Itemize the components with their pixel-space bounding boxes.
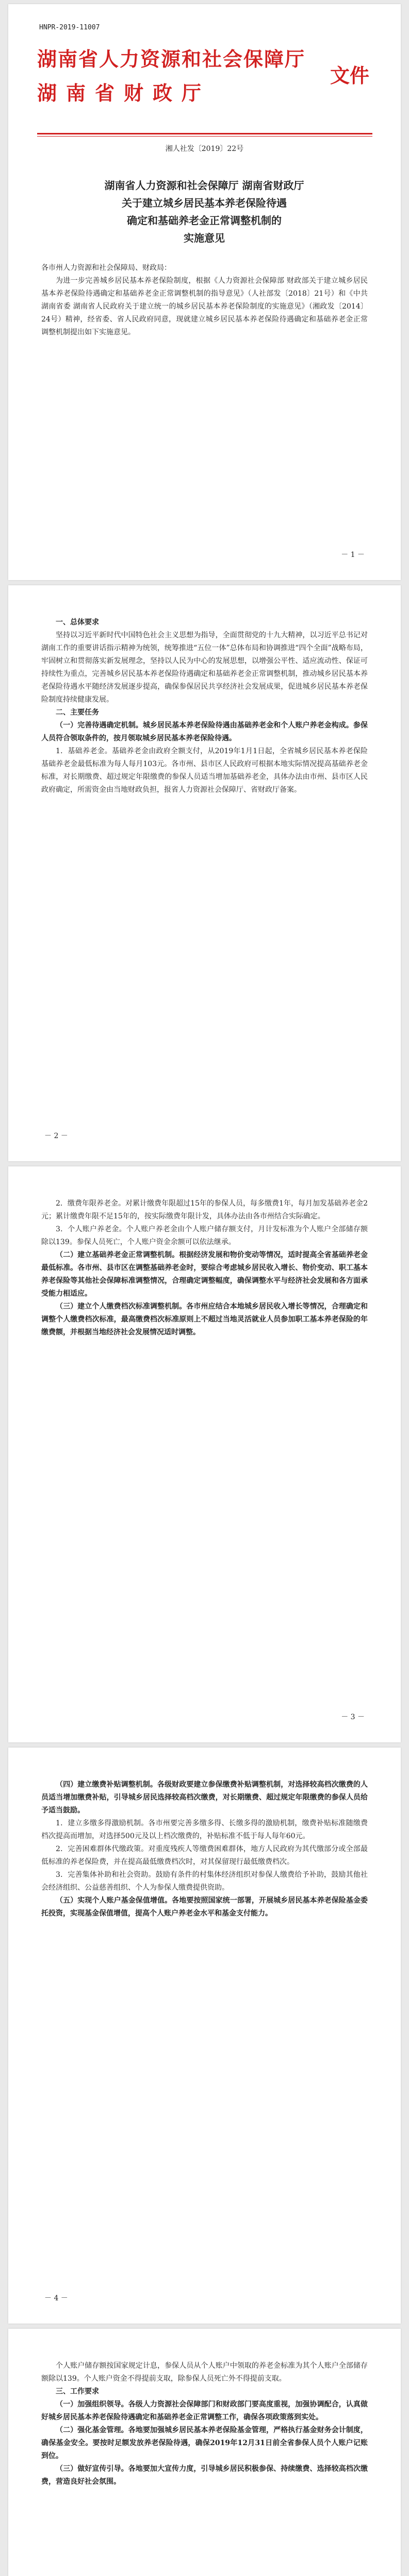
doc-title: [50, 177, 359, 247]
page-4: [8, 1748, 401, 2324]
paragraph: 1．建立多缴多得激励机制。各市州要完善多缴多得、长缴多得的激励机制，缴费补贴标准随缴费档次提高而增加，对选择500元及以上档次缴费的，补贴标准不低于每人每年60元。: [41, 1819, 368, 1840]
paragraph: 3．个人账户养老金。个人账户养老金由个人账户储存额支付，月计发标准为个人账户全部储存额除以139。参保人员死亡，个人账户资金余额可以依法继承。: [41, 1225, 368, 1246]
page-1: [8, 4, 401, 580]
title-line: 关于建立城乡居民基本养老保险待遇: [122, 197, 287, 209]
doc-number: 湘人社发〔2019〕22号: [165, 145, 244, 153]
paragraph: 为进一步完善城乡居民基本养老保险制度，根据《人力资源社会保障部 财政部关于建立城乡居民基本养老保险待遇确定和基础养老金正常调整机制的指导意见》（人社部发〔2018〕21号）和《中共湖南省委 湖南省人民政府关于建立统一的城乡居民基本养老保险制度的实施意见》（湘政发〔2014〕24号）精神，经省委、省人民政府同意，现就建立城乡居民基本养老保险待遇确定和基础养老金正常调整机制提出如下实施意见。: [41, 277, 368, 336]
subsection-heading: （三）做好宣传引导。各地要加大宣传力度，引导城乡居民积极参保、持续缴费、选择较高档次缴费，营造良好社会氛围。: [41, 2465, 368, 2486]
body-text: [41, 1197, 368, 1339]
subsection-heading: （二）建立基础养老金正常调整机制。根据经济发展和物价变动等情况，适时提高全省基础养老金最低标准。各市州、县市区在调整基础养老金时，要综合考虑城乡居民收入增长、物价变动、职工基本养老保险等其他社会保障标准调整情况，合理确定调整幅度，确保调整水平与经济社会发展和各方面承受能力相适应。: [41, 1251, 368, 1298]
page-number: － 1 －: [341, 551, 365, 559]
subsection-heading: （四）建立缴费补贴调整机制。各级财政要建立参保缴费补贴调整机制，对选择较高档次缴费的人员适当增加缴费补贴，引导城乡居民选择较高档次缴费，对长期缴费、超过规定年限缴费的参保人员给予适当鼓励。: [41, 1781, 368, 1815]
paragraph: 个人账户储存额按国家规定计息，参保人员从个人账户中领取的养老金标准为其个人账户全部储存额除以139。个人账户资金不得提前支取，除参保人员死亡外不得提前支取。: [41, 2362, 368, 2383]
page-3: [8, 1166, 401, 1742]
title-line: 实施意见: [184, 232, 225, 244]
subsection-heading: （一）完善待遇确定机制。城乡居民基本养老保险待遇由基础养老金和个人账户养老金构成。参保人员符合领取条件的，按月领取城乡居民基本养老保险待遇。: [41, 721, 368, 742]
paragraph: 坚持以习近平新时代中国特色社会主义思想为指导，全面贯彻党的十九大精神，以习近平总书记对湖南工作的重要讲话指示精神为统领，统筹推进“五位一体”总体布局和协调推进“四个全面”战略布局，牢固树立和贯彻落实新发展理念，坚持以人民为中心的发展思想，以增强公平性、适应流动性、保证可持续性为重点，完善城乡居民基本养老保险待遇确定和基础养老金正常调整机制，推动城乡居民基本养老保险待遇水平随经济发展逐步提高，确保参保居民共享经济社会发展成果，促进城乡居民基本养老保险制度持续健康发展。: [41, 631, 368, 704]
header-wen: 文件: [330, 64, 369, 87]
page-5: [8, 2329, 401, 2576]
body-text: [41, 1778, 368, 1920]
paragraph: 3．完善集体补助和社会资助。鼓励有条件的村集体经济组织对参保人缴费给予补助，鼓励其他社会经济组织、公益慈善组织、个人为参保人缴费提供资助。: [41, 1871, 368, 1892]
page-number: － 4 －: [44, 2294, 68, 2302]
section-heading: 一、总体要求: [56, 618, 99, 626]
header-org-1: 湖南省人力资源和社会保障厅: [37, 47, 306, 71]
red-divider: [37, 133, 372, 134]
paragraph: 2．完善困难群体代缴政策。对重度残疾人等缴费困难群体，地方人民政府为其代缴部分或全部最低标准的养老保险费，并在提高最低缴费档次时，对其保留现行最低缴费档次。: [41, 1845, 368, 1866]
body-text: [41, 262, 368, 339]
salutation: 各市州人力资源和社会保障局、财政局：: [41, 264, 171, 272]
section-heading: 三、工作要求: [56, 2387, 99, 2396]
paragraph: 2．缴费年限养老金。对累计缴费年限超过15年的参保人员，每多缴费1年，每月加发基础养老金2元；累计缴费年限不足15年的，按实际缴费年限计发，具体办法由各市州结合实际确定。: [41, 1199, 368, 1221]
subsection-heading: （二）强化基金管理。各地要加强城乡居民基本养老保险基金管理，严格执行基金财务会计制度，确保基金安全。要按时足额发放养老保险待遇，确保2019年12月31日前全省参保人员个人账户记账到位。: [41, 2426, 368, 2460]
subsection-heading: （五）实现个人账户基金保值增值。各地要按照国家统一部署，开展城乡居民基本养老保险基金委托投资，实现基金保值增值，提高个人账户养老金水平和基金支付能力。: [41, 1896, 368, 1918]
page-2: [8, 585, 401, 1161]
subsection-heading: （一）加强组织领导。各级人力资源社会保障部门和财政部门要高度重视，加强协调配合，认真做好城乡居民基本养老保险待遇确定和基础养老金正常调整工作，确保各项政策落到实处。: [41, 2400, 368, 2421]
subsection-heading: （三）建立个人缴费档次标准调整机制。各市州应结合本地城乡居民收入增长等情况，合理确定和调整个人缴费档次标准，最高缴费档次标准原则上不超过当地灵活就业人员参加职工基本养老保险的年缴费额，并根据当地经济社会发展情况适时调整。: [41, 1302, 368, 1336]
page-number: － 2 －: [44, 1132, 68, 1140]
paragraph: 1．基础养老金。基础养老金由政府全额支付，从2019年1月1日起，全省城乡居民基本养老保险基础养老金最低标准为每人每月103元。各市州、县市区人民政府可根据本地实际情况提高基础养老金标准，对长期缴费、超过规定年限缴费的参保人员适当增加基础养老金，具体办法由市州、县市区人民政府确定，所需资金由当地财政负担，报省人力资源社会保障厅、省财政厅备案。: [41, 747, 368, 794]
doc-code: HNPR-2019-11007: [39, 24, 100, 31]
title-line: 确定和基础养老金正常调整机制的: [127, 214, 282, 227]
title-line: 湖南省人力资源和社会保障厅 湖南省财政厅: [104, 179, 304, 192]
page-number: － 3 －: [341, 1713, 365, 1721]
red-divider-thin: [37, 136, 372, 137]
header-org-2: 湖南省财政厅: [37, 81, 211, 105]
body-text: [41, 616, 368, 796]
red-header: [37, 41, 372, 129]
section-heading: 二、主要任务: [56, 708, 99, 717]
body-text: [41, 2360, 368, 2488]
